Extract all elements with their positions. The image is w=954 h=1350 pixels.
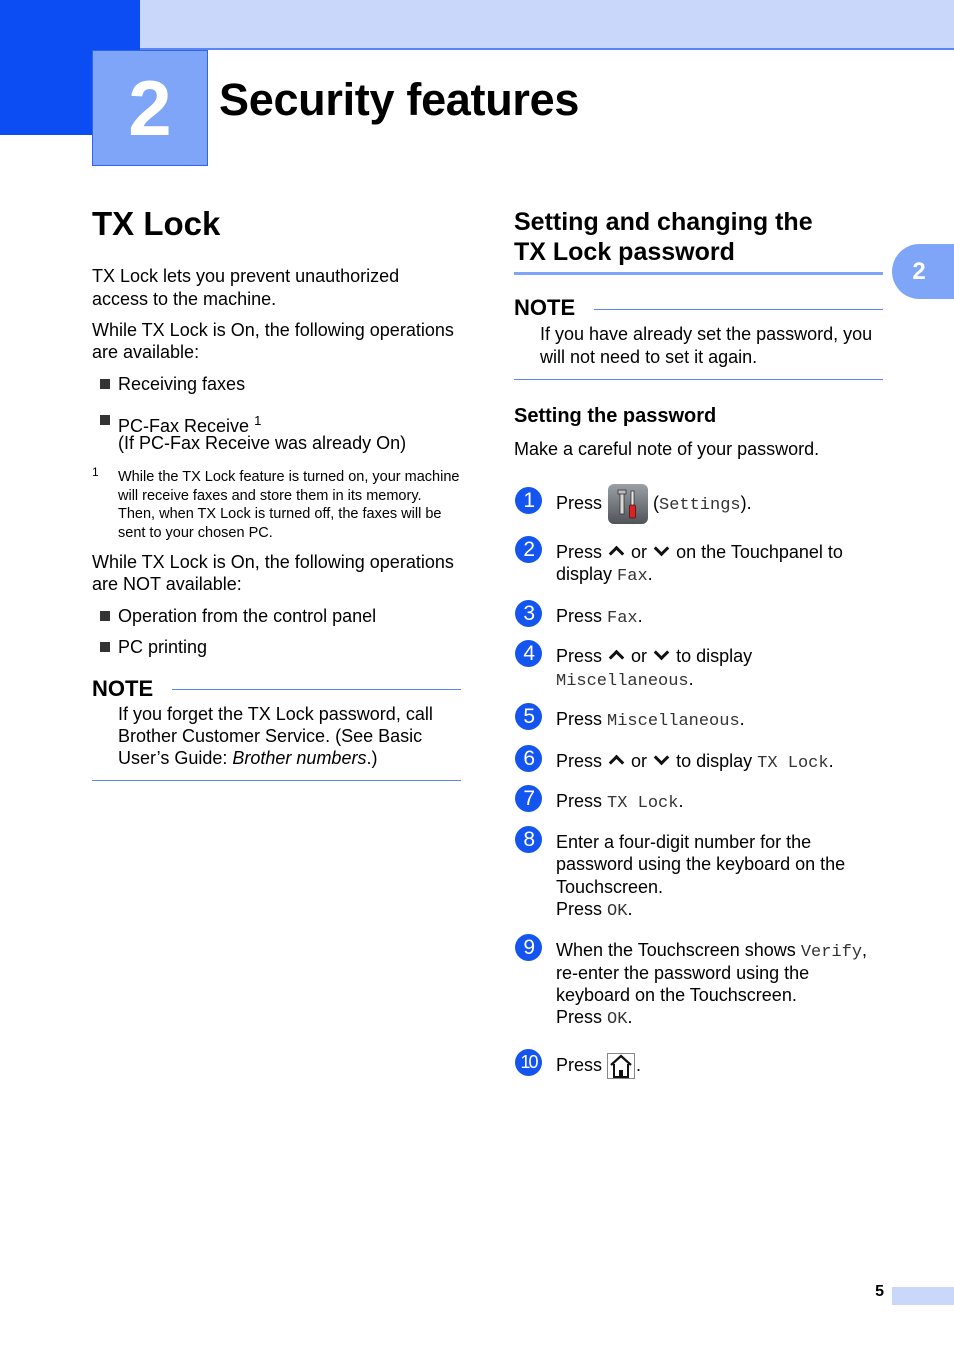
step-number: 9 [515,934,542,961]
note-line: If you have already set the password, you [540,324,873,344]
down-arrow-icon [654,645,670,661]
step-number: 10 [515,1049,542,1076]
step-2-line-1: Press or on the Touchpanel to [556,542,843,562]
step-4-line-1: Press or to display [556,646,753,666]
footnote-mark: 1 [92,465,99,479]
available-item: PC-Fax Receive $^1$ [118,413,262,436]
pcfax-subnote: (If PC-Fax Receive was already On) [118,433,407,453]
step-number: 6 [515,745,542,772]
footnote-line: sent to your chosen PC. [118,525,273,541]
chapter-number: 2 [128,63,172,152]
not-available-line-1: While TX Lock is On, the following operations [92,552,454,572]
not-available-item: PC printing [118,637,208,657]
not-available-line-2: are NOT available: [92,574,242,594]
note-line: Brother Customer Service. (See Basic [118,726,423,746]
side-chapter-tab: 2 [892,244,954,299]
bullet-icon [100,415,110,425]
up-arrow-icon [609,546,625,562]
step-10-text: Press [556,1055,603,1075]
step-number: 5 [515,703,542,730]
bullet-icon [100,611,110,621]
step-9-line-4: Press OK. [556,1007,633,1029]
up-arrow-icon [609,650,625,666]
step-7-text: Press TX Lock. [556,791,684,813]
heading-underline [514,272,883,275]
step-6-text: Press or to display TX Lock. [556,751,834,773]
note-title: NOTE [92,676,154,701]
step-number: 4 [515,640,542,667]
bullet-icon [100,379,110,389]
not-available-item: Operation from the control panel [118,606,377,626]
step-10-period: . [636,1055,642,1075]
step-9-line-2: re-enter the password using the [556,963,810,983]
available-item: Receiving faxes [118,374,246,394]
step-3-text: Press Fax. [556,606,643,628]
footnote-line: While the TX Lock feature is turned on, your machine [118,469,460,485]
step-1-text: Press [556,493,603,513]
chapter-number-box [92,50,208,166]
section-heading-tx-lock: TX Lock [92,205,221,242]
step-number: 3 [515,600,542,627]
down-arrow-icon [654,541,670,557]
chapter-title: Security features [219,74,580,125]
footnote-reference: 1 [254,413,262,428]
note-line: will not need to set it again. [540,347,758,367]
settings-tools-icon [608,484,648,524]
note-bottom-rule [92,780,461,781]
intro-line-2: access to the machine. [92,289,277,309]
available-line-2: are available: [92,342,200,362]
step-9-line-3: keyboard on the Touchscreen. [556,985,797,1005]
footnote-line: will receive faxes and store them in its memory. [118,488,422,504]
step-2-line-2: display Fax. [556,564,653,586]
step-number: 8 [515,826,542,853]
step-8-line-1: Enter a four-digit number for the [556,832,812,852]
step-number: 1 [515,487,542,514]
note-rule [172,689,461,690]
sub-intro: Make a careful note of your password. [514,439,820,459]
step-9-line-1: When the Touchscreen shows Verify, [556,940,868,962]
up-arrow-icon [609,755,625,771]
step-8-line-2: password using the keyboard on the [556,854,846,874]
page-number: 5 [875,1283,884,1300]
home-icon [607,1053,635,1079]
down-arrow-icon [654,750,670,766]
step-1-settings-label: (Settings). [653,493,752,515]
subsection-heading-line-2: TX Lock password [514,238,735,266]
footnote-line: Then, when TX Lock is turned off, the faxes will be [118,506,442,522]
note-rule [594,309,883,310]
subheading-setting-password: Setting the password [514,405,717,427]
note-line: If you forget the TX Lock password, call [118,704,433,724]
page-number-bar [892,1287,954,1305]
note-line: User’s Guide: Brother numbers.) [118,748,378,768]
step-5-text: Press Miscellaneous. [556,709,745,731]
intro-line-1: TX Lock lets you prevent unauthorized [92,266,400,286]
note-bottom-rule [514,379,883,380]
step-8-line-4: Press OK. [556,899,633,921]
subsection-heading-line-1: Setting and changing the [514,208,813,236]
step-number: 2 [515,536,542,563]
step-4-line-2: Miscellaneous. [556,669,694,691]
step-8-line-3: Touchscreen. [556,877,664,897]
available-line-1: While TX Lock is On, the following operations [92,320,454,340]
step-number: 7 [515,785,542,812]
note-title: NOTE [514,295,576,320]
bullet-icon [100,642,110,652]
header-band [140,0,954,50]
